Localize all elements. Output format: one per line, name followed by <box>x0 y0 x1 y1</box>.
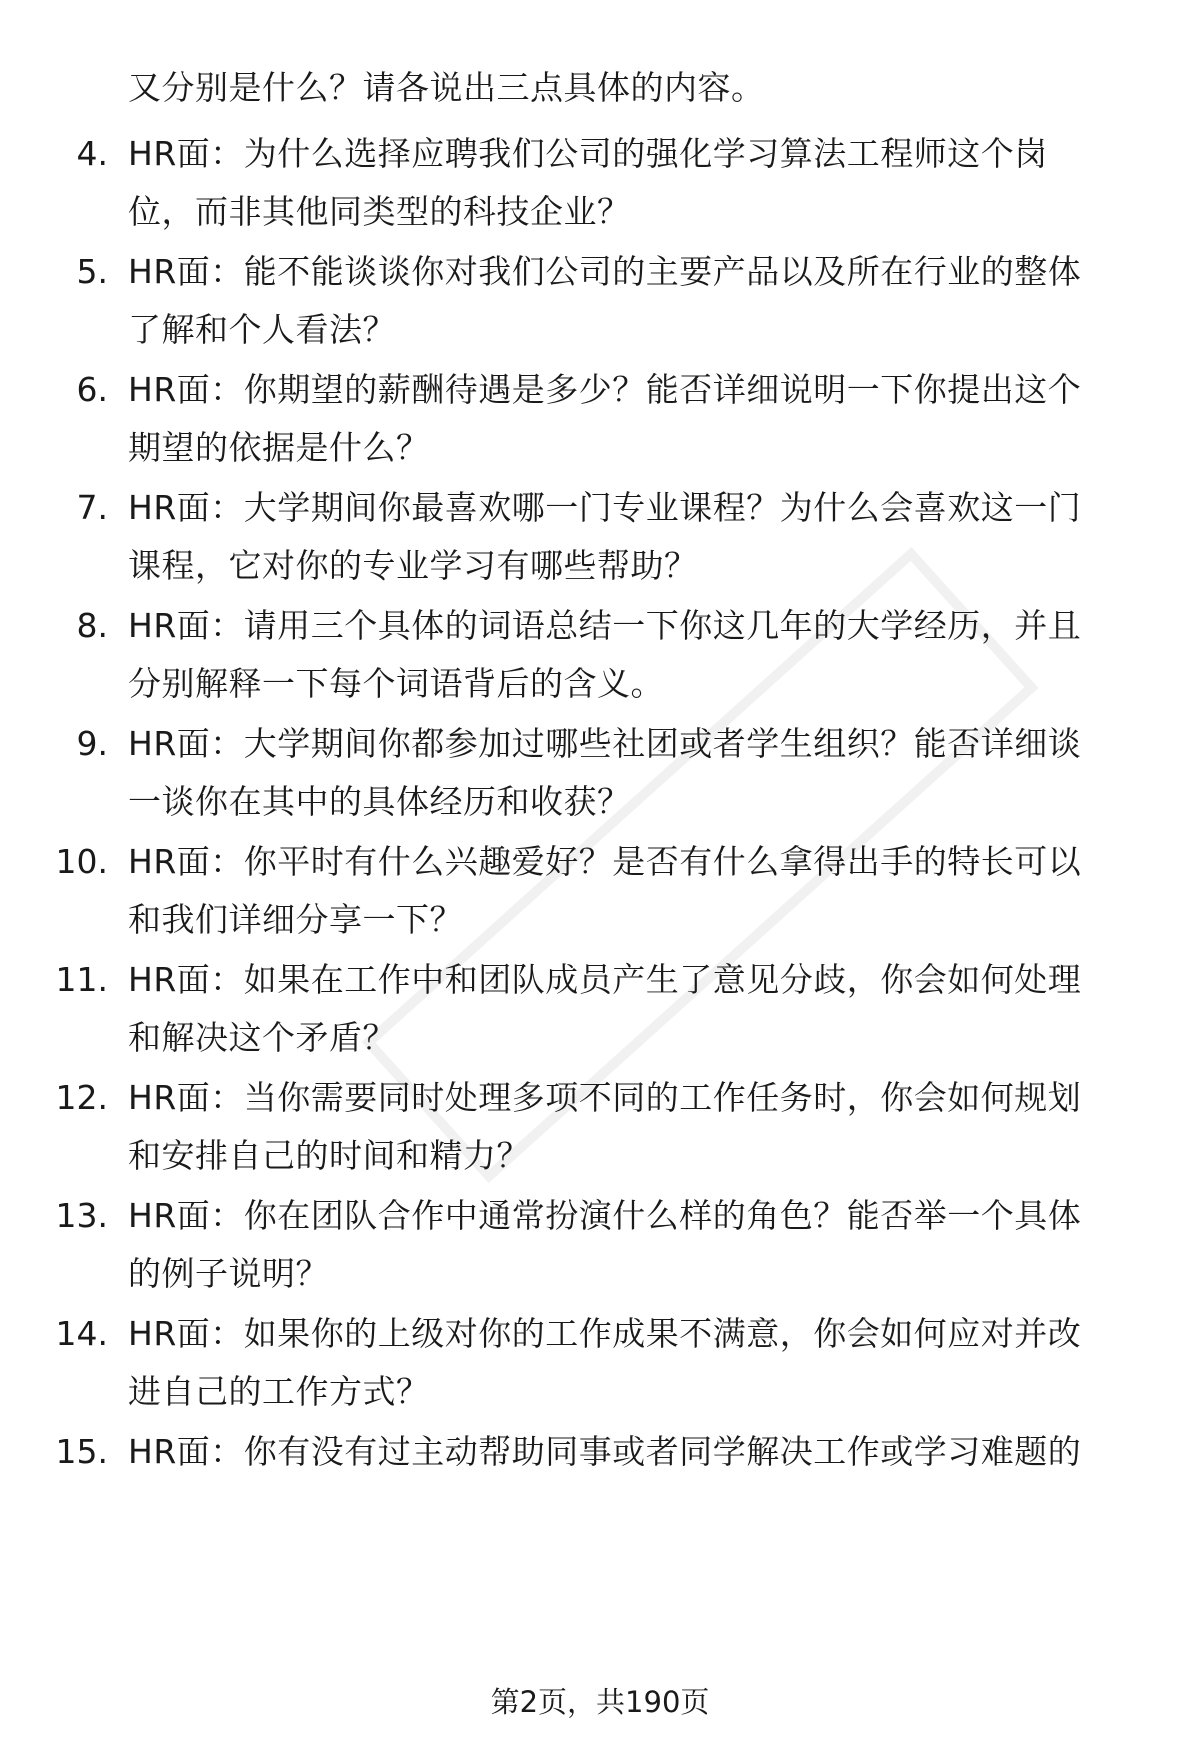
question-number: 15. <box>55 1432 108 1471</box>
continuation-text: 又分别是什么？请各说出三点具体的内容。 <box>128 68 765 107</box>
question-number: 8. <box>76 606 108 645</box>
question-text: HR面：能不能谈谈你对我们公司的主要产品以及所在行业的整体 <box>128 252 1082 291</box>
question-text: HR面：如果你的上级对你的工作成果不满意，你会如何应对并改 <box>128 1314 1082 1353</box>
question-number: 10. <box>55 842 108 881</box>
question-text: HR面：请用三个具体的词语总结一下你这几年的大学经历，并且 <box>128 606 1082 645</box>
question-text-continued: 和解决这个矛盾？ <box>128 1018 396 1057</box>
question-number: 9. <box>76 724 108 763</box>
question-number: 4. <box>76 134 108 173</box>
question-text-continued: 期望的依据是什么？ <box>128 428 430 467</box>
question-number: 6. <box>76 370 108 409</box>
question-text-continued: 的例子说明？ <box>128 1254 329 1293</box>
question-text: HR面：你平时有什么兴趣爱好？是否有什么拿得出手的特长可以 <box>128 842 1082 881</box>
question-text: HR面：你有没有过主动帮助同事或者同学解决工作或学习难题的 <box>128 1432 1082 1471</box>
question-text-continued: 一谈你在其中的具体经历和收获？ <box>128 782 631 821</box>
question-text-continued: 位，而非其他同类型的科技企业？ <box>128 192 631 231</box>
question-text: HR面：如果在工作中和团队成员产生了意见分歧，你会如何处理 <box>128 960 1082 999</box>
question-number: 13. <box>55 1196 108 1235</box>
question-text: HR面：大学期间你都参加过哪些社团或者学生组织？能否详细谈 <box>128 724 1082 763</box>
question-text-continued: 课程，它对你的专业学习有哪些帮助？ <box>128 546 698 585</box>
question-text-continued: 分别解释一下每个词语背后的含义。 <box>128 664 664 703</box>
question-text: HR面：你期望的薪酬待遇是多少？能否详细说明一下你提出这个 <box>128 370 1082 409</box>
question-number: 7. <box>76 488 108 527</box>
question-number: 11. <box>55 960 108 999</box>
question-text-continued: 进自己的工作方式？ <box>128 1372 430 1411</box>
question-text: HR面：你在团队合作中通常扮演什么样的角色？能否举一个具体 <box>128 1196 1082 1235</box>
question-text: HR面：当你需要同时处理多项不同的工作任务时，你会如何规划 <box>128 1078 1082 1117</box>
question-number: 12. <box>55 1078 108 1117</box>
question-text: HR面：为什么选择应聘我们公司的强化学习算法工程师这个岗 <box>128 134 1048 173</box>
question-text-continued: 了解和个人看法？ <box>128 310 396 349</box>
question-text: HR面：大学期间你最喜欢哪一门专业课程？为什么会喜欢这一门 <box>128 488 1082 527</box>
page-footer: 第2页，共190页 <box>490 1685 710 1719</box>
question-text-continued: 和安排自己的时间和精力？ <box>128 1136 530 1175</box>
question-text-continued: 和我们详细分享一下？ <box>128 900 463 939</box>
question-number: 14. <box>55 1314 108 1353</box>
question-number: 5. <box>76 252 108 291</box>
